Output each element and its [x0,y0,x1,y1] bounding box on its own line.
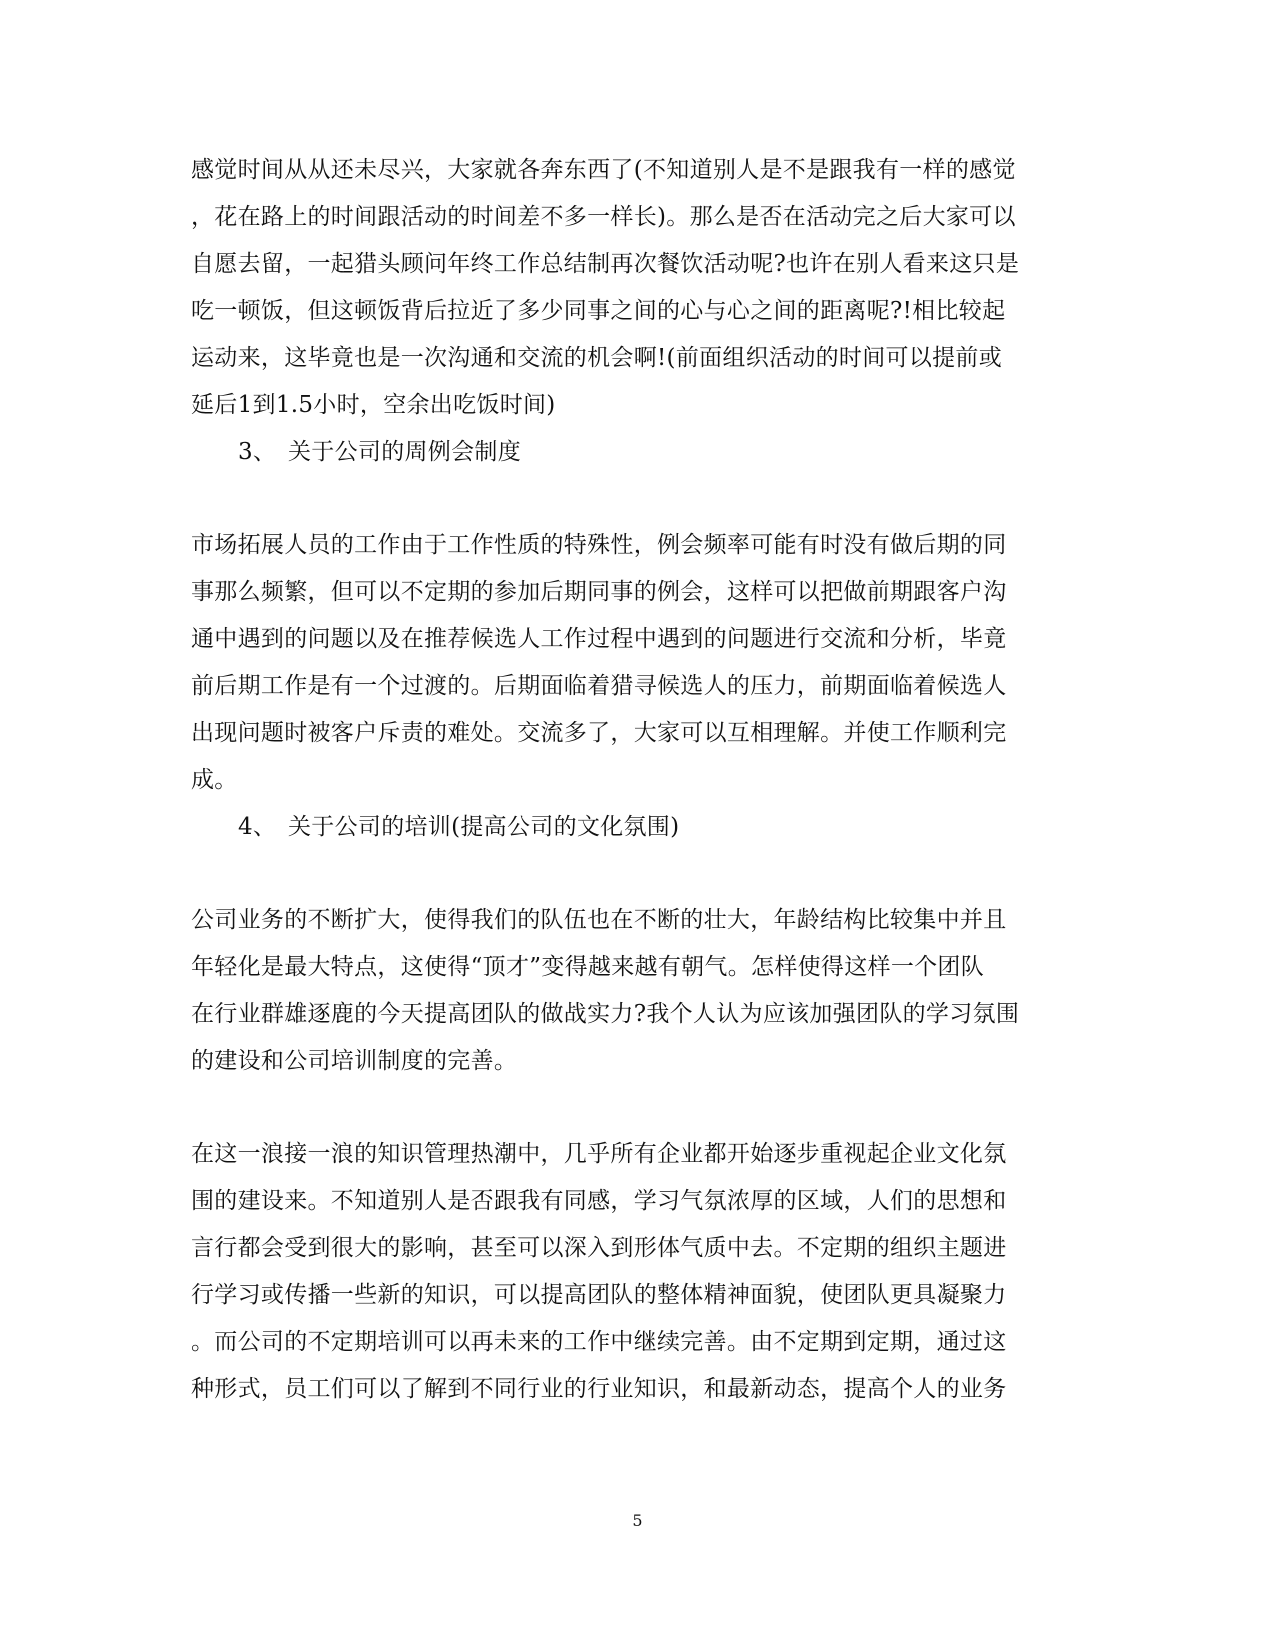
paragraph-1-line-5: 运动来，这毕竟也是一次沟通和交流的机会啊!(前面组织活动的时间可以提前或 [191,345,1003,371]
paragraph-1-line-6: 延后1到1.5小时，空余出吃饭时间) [191,392,556,418]
page-number: 5 [632,1511,643,1530]
section-heading-3 [238,437,521,467]
paragraph-2-line-1: 市场拓展人员的工作由于工作性质的特殊性，例会频率可能有时没有做后期的同 [191,532,1007,558]
paragraph-3-line-1: 公司业务的不断扩大，使得我们的队伍也在不断的壮大，年龄结构比较集中并且 [191,907,1007,933]
paragraph-3-line-2: 年轻化是最大特点，这使得“顶才”变得越来越有朝气。怎样使得这样一个团队 [191,954,985,980]
section-title: 关于公司的周例会制度 [288,439,521,465]
paragraph-4-line-3: 言行都会受到很大的影响，甚至可以深入到形体气质中去。不定期的组织主题进 [191,1235,1007,1261]
section-title: 关于公司的培训(提高公司的文化氛围) [288,814,680,840]
paragraph-2-line-3: 通中遇到的问题以及在推荐候选人工作过程中遇到的问题进行交流和分析，毕竟 [191,626,1007,652]
paragraph-2-line-6: 成。 [191,767,238,793]
paragraph-2-line-4: 前后期工作是有一个过渡的。后期面临着猎寻候选人的压力，前期面临着候选人 [191,673,1007,699]
paragraph-3-line-4: 的建设和公司培训制度的完善。 [191,1048,518,1074]
paragraph-4-line-5: 。而公司的不定期培训可以再未来的工作中继续完善。由不定期到定期，通过这 [191,1329,1007,1355]
paragraph-1-line-4: 吃一顿饭，但这顿饭背后拉近了多少同事之间的心与心之间的距离呢?!相比较起 [191,298,1006,324]
paragraph-2-line-5: 出现问题时被客户斥责的难处。交流多了，大家可以互相理解。并使工作顺利完 [191,720,1007,746]
paragraph-1-line-2: ，花在路上的时间跟活动的时间差不多一样长)。那么是否在活动完之后大家可以 [191,204,1016,230]
paragraph-4-line-4: 行学习或传播一些新的知识，可以提高团队的整体精神面貌，使团队更具凝聚力 [191,1282,1007,1308]
paragraph-2-line-2: 事那么频繁，但可以不定期的参加后期同事的例会，这样可以把做前期跟客户沟 [191,579,1007,605]
paragraph-1-line-1: 感觉时间从从还未尽兴，大家就各奔东西了(不知道别人是不是跟我有一样的感觉 [191,157,1016,183]
paragraph-4-line-1: 在这一浪接一浪的知识管理热潮中，几乎所有企业都开始逐步重视起企业文化氛 [191,1141,1007,1167]
section-number: 4、 [238,814,277,840]
paragraph-1-line-3: 自愿去留，一起猎头顾问年终工作总结制再次餐饮活动呢?也许在别人看来这只是 [191,251,1020,277]
section-heading-4 [238,812,679,842]
section-number: 3、 [238,439,277,465]
paragraph-3-line-3: 在行业群雄逐鹿的今天提高团队的做战实力?我个人认为应该加强团队的学习氛围 [191,1001,1020,1027]
paragraph-4-line-2: 围的建设来。不知道别人是否跟我有同感，学习气氛浓厚的区域，人们的思想和 [191,1188,1007,1214]
paragraph-4-line-6: 种形式，员工们可以了解到不同行业的行业知识，和最新动态，提高个人的业务 [191,1376,1007,1402]
